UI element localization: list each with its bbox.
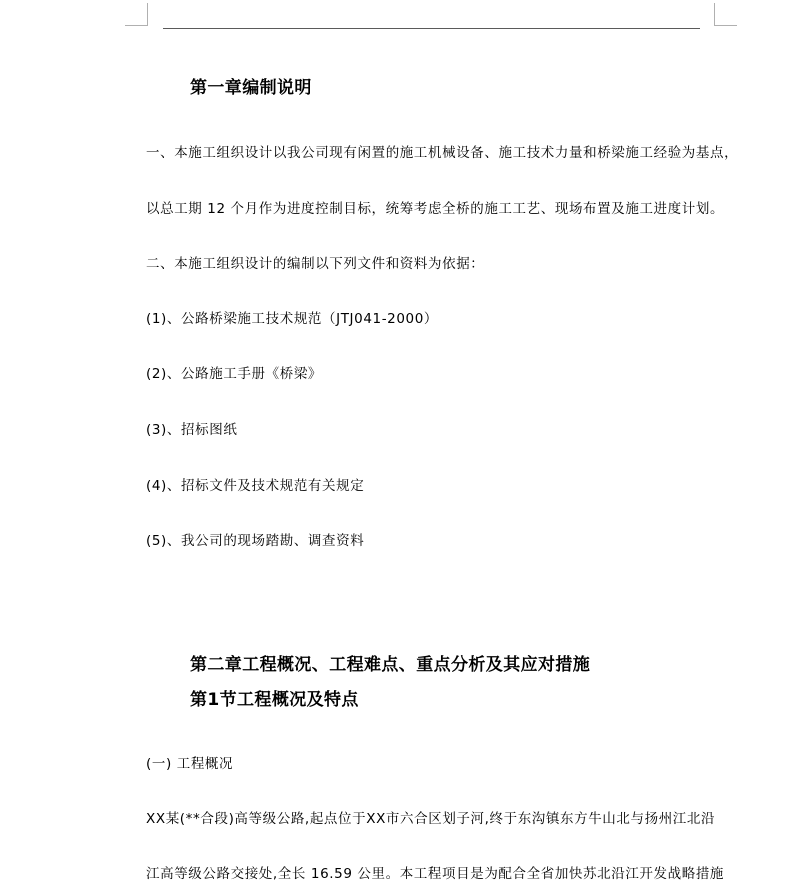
- page-corner-mark-top-left: [125, 3, 148, 26]
- section-title: 第1节工程概况及特点: [190, 690, 359, 710]
- list-item: (5)、我公司的现场踏勘、调查资料: [146, 533, 365, 549]
- list-item: (3)、招标图纸: [146, 422, 238, 438]
- paragraph: 以总工期 12 个月作为进度控制目标，统筹考虑全桥的施工工艺、现场布置及施工进度计划。: [146, 201, 725, 217]
- paragraph: 一、本施工组织设计以我公司现有闲置的施工机械设备、施工技术力量和桥梁施工经验为基点，: [146, 145, 739, 161]
- list-item: (1)、公路桥梁施工技术规范（JTJ041-2000）: [146, 311, 439, 327]
- chapter1-title: 第一章编制说明: [190, 78, 312, 98]
- page-corner-mark-top-right: [714, 3, 737, 26]
- list-item: (4)、招标文件及技术规范有关规定: [146, 478, 365, 494]
- paragraph: 江高等级公路交接处,全长 16.59 公里。本工程项目是为配合全省加快苏北沿江开发战略措施: [146, 866, 725, 882]
- paragraph: 二、本施工组织设计的编制以下列文件和资料为依据：: [146, 256, 485, 272]
- chapter2-title: 第二章工程概况、工程难点、重点分析及其应对措施: [190, 655, 591, 675]
- list-item: (2)、公路施工手册《桥梁》: [146, 366, 323, 382]
- page-header-line: [163, 28, 700, 29]
- paragraph: XX某(**合段)高等级公路,起点位于XX市六合区划子河,终于东沟镇东方牛山北与扬州江北沿: [146, 811, 716, 827]
- subsection-title: (一) 工程概况: [146, 756, 234, 772]
